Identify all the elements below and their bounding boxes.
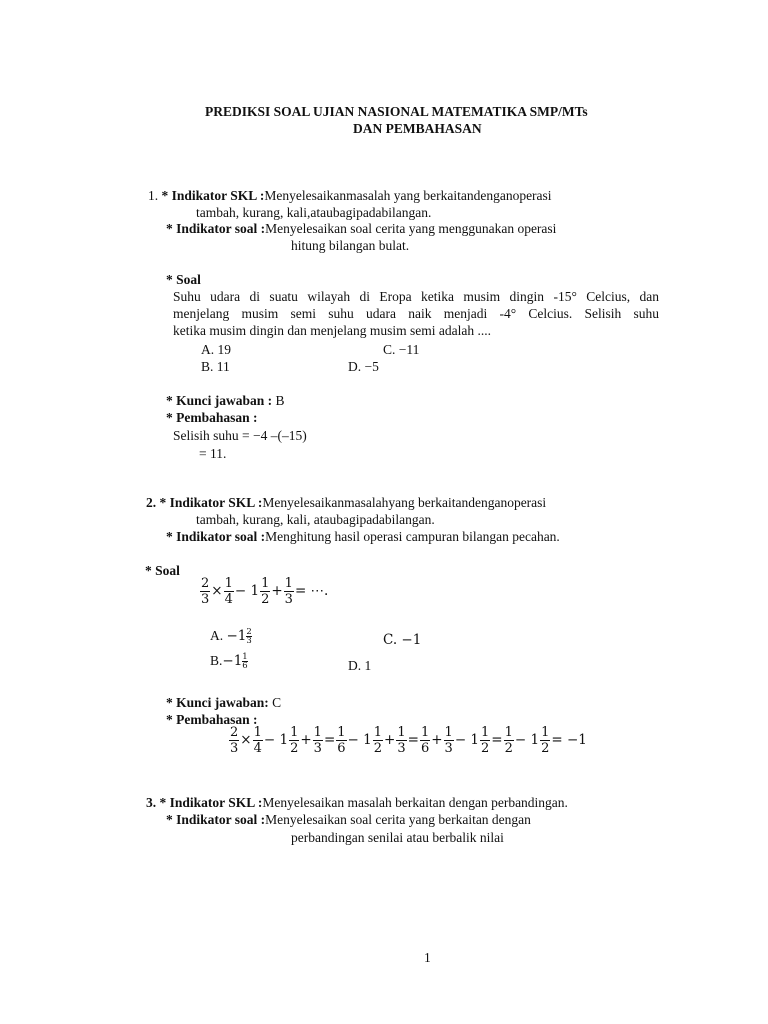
denominator: 2 bbox=[373, 741, 383, 756]
numerator: 2 bbox=[246, 627, 252, 638]
fraction bbox=[420, 726, 430, 755]
q2-soal-indicator-row bbox=[166, 529, 560, 545]
q2-kunci-row bbox=[166, 695, 281, 711]
fraction bbox=[540, 726, 550, 755]
operator: = bbox=[407, 731, 419, 748]
q1-soal-line1: Suhu udara di suatu wilayah di Eropa ketika musim dingin -15° Celcius, dan bbox=[173, 289, 659, 304]
numerator: 1 bbox=[420, 725, 430, 740]
q2-option-a bbox=[210, 628, 252, 645]
q2-number: 2. bbox=[146, 495, 157, 510]
q1-soal-line3: ketika musim dingin dan menjelang musim semi adalah .... bbox=[173, 323, 491, 338]
operator: + bbox=[384, 731, 396, 748]
fraction bbox=[253, 726, 263, 755]
q2-skl-text: Menyelesaikanmasalahyang berkaitandenganoperasi bbox=[262, 495, 547, 510]
q2-solution-expression bbox=[229, 726, 588, 755]
denominator: 3 bbox=[246, 636, 252, 647]
denominator: 3 bbox=[201, 592, 210, 607]
denominator: 2 bbox=[261, 592, 270, 607]
q3-number: 3. bbox=[146, 795, 157, 810]
denominator: 6 bbox=[242, 661, 248, 672]
numerator: 1 bbox=[373, 725, 383, 740]
q3-soal-indicator-label: * Indikator soal : bbox=[166, 812, 266, 827]
numerator: 1 bbox=[541, 725, 550, 740]
operator: × bbox=[240, 731, 252, 748]
denominator: 3 bbox=[230, 741, 239, 756]
q2-option-d: D. 1 bbox=[348, 658, 372, 673]
q2-soal-label: * Soal bbox=[145, 563, 180, 578]
q1-soal-indicator-text: Menyelesaikan soal cerita yang menggunakan operasi bbox=[265, 221, 557, 236]
fraction bbox=[289, 726, 299, 755]
q3-skl-text: Menyelesaikan masalah berkaitan dengan perbandingan. bbox=[262, 795, 568, 810]
denominator: 3 bbox=[284, 592, 293, 607]
denominator: 3 bbox=[313, 741, 322, 756]
q1-soal-label: * Soal bbox=[166, 272, 201, 287]
numerator: 1 bbox=[242, 652, 248, 663]
q1-soal-indicator-text-cont: hitung bilangan bulat. bbox=[291, 238, 410, 253]
numerator: 1 bbox=[313, 725, 322, 740]
denominator: 3 bbox=[444, 741, 453, 756]
numerator: 2 bbox=[230, 725, 239, 740]
numerator: 1 bbox=[261, 576, 270, 591]
q1-skl-label: * Indikator SKL : bbox=[161, 188, 265, 203]
fraction bbox=[200, 577, 210, 606]
q1-option-b: B. 11 bbox=[201, 359, 230, 374]
fraction bbox=[313, 726, 323, 755]
q1-kunci-row bbox=[166, 393, 285, 409]
q1-soal-indicator-row bbox=[166, 221, 556, 237]
fraction bbox=[284, 577, 294, 606]
fraction bbox=[504, 726, 514, 755]
numerator: 1 bbox=[504, 725, 513, 740]
numerator: 1 bbox=[284, 576, 293, 591]
q1-skl-row bbox=[148, 188, 552, 204]
q1-kunci-label: * Kunci jawaban : bbox=[166, 393, 273, 408]
q3-soal-indicator-text-cont: perbandingan senilai atau berbalik nilai bbox=[291, 830, 504, 845]
q2-kunci-value: C bbox=[272, 695, 282, 710]
q1-kunci-value: B bbox=[275, 393, 285, 408]
document-title-line2: DAN PEMBAHASAN bbox=[353, 121, 482, 136]
denominator: 2 bbox=[504, 741, 513, 756]
q2-option-b bbox=[210, 653, 248, 670]
denominator: 4 bbox=[224, 592, 233, 607]
q1-skl-text: Menyelesaikanmasalah yang berkaitandenganoperasi bbox=[264, 188, 552, 203]
operator: + bbox=[300, 731, 312, 748]
fraction bbox=[242, 653, 247, 670]
numerator: 1 bbox=[481, 725, 490, 740]
operator: = ⋯. bbox=[294, 582, 329, 599]
q2-option-c: C. −1 bbox=[383, 632, 422, 648]
option-letter: A. bbox=[210, 628, 224, 643]
fraction bbox=[224, 577, 234, 606]
fraction bbox=[246, 628, 251, 645]
fraction bbox=[336, 726, 346, 755]
q2-skl-row bbox=[146, 495, 546, 511]
q1-skl-text-cont: tambah, kurang, kali,ataubagipadabilangan. bbox=[196, 205, 432, 220]
operator: − 1 bbox=[347, 731, 372, 748]
numerator: 1 bbox=[337, 725, 346, 740]
fraction bbox=[480, 726, 490, 755]
q2-skl-label: * Indikator SKL : bbox=[159, 495, 263, 510]
q2-pembahasan-label: * Pembahasan : bbox=[166, 712, 258, 727]
q2-soal-indicator-text: Menghitung hasil operasi campuran bilangan pecahan. bbox=[265, 529, 560, 544]
denominator: 2 bbox=[290, 741, 299, 756]
operator: + bbox=[271, 582, 283, 599]
denominator: 2 bbox=[541, 741, 550, 756]
mixed-whole: −1 bbox=[222, 653, 243, 669]
mixed-whole: −1 bbox=[226, 628, 247, 644]
operator: + bbox=[431, 731, 443, 748]
numerator: 1 bbox=[444, 725, 453, 740]
q1-option-c: C. −11 bbox=[383, 342, 420, 357]
denominator: 6 bbox=[337, 741, 346, 756]
q2-skl-text-cont: tambah, kurang, kali, ataubagipadabilangan. bbox=[196, 512, 435, 527]
operator: − 1 bbox=[454, 731, 480, 748]
q1-pembahasan-line1: Selisih suhu = −4 –(–15) bbox=[173, 428, 307, 443]
numerator: 2 bbox=[201, 576, 210, 591]
operator: − 1 bbox=[514, 731, 540, 748]
denominator: 3 bbox=[397, 741, 406, 756]
q2-soal-indicator-label: * Indikator soal : bbox=[166, 529, 266, 544]
q1-number: 1. bbox=[148, 188, 159, 203]
operator: − 1 bbox=[234, 582, 260, 599]
q1-soal-line2: menjelang musim semi suhu udara naik menjadi -4° Celcius. Selisih suhu bbox=[173, 306, 659, 321]
denominator: 4 bbox=[253, 741, 262, 756]
numerator: 1 bbox=[290, 725, 299, 740]
q3-skl-label: * Indikator SKL : bbox=[159, 795, 263, 810]
document-title-line1: PREDIKSI SOAL UJIAN NASIONAL MATEMATIKA SMP/MTs bbox=[205, 104, 588, 119]
numerator: 1 bbox=[253, 725, 262, 740]
q2-question-expression bbox=[200, 577, 329, 606]
q1-soal-indicator-label: * Indikator soal : bbox=[166, 221, 266, 236]
numerator: 1 bbox=[397, 725, 406, 740]
q3-soal-indicator-text: Menyelesaikan soal cerita yang berkaitan dengan bbox=[265, 812, 531, 827]
denominator: 6 bbox=[420, 741, 430, 756]
operator: = bbox=[323, 731, 336, 748]
q2-kunci-label: * Kunci jawaban: bbox=[166, 695, 269, 710]
q1-option-a: A. 19 bbox=[201, 342, 231, 357]
operator: × bbox=[211, 582, 223, 599]
fraction bbox=[229, 726, 239, 755]
q1-option-d: D. −5 bbox=[348, 359, 379, 374]
fraction bbox=[444, 726, 454, 755]
q1-pembahasan-line2: = 11. bbox=[199, 446, 227, 461]
denominator: 2 bbox=[481, 741, 490, 756]
q3-soal-indicator-row bbox=[166, 812, 531, 828]
q1-pembahasan-label: * Pembahasan : bbox=[166, 410, 258, 425]
fraction bbox=[373, 726, 383, 755]
operator: − 1 bbox=[263, 731, 289, 748]
fraction bbox=[260, 577, 270, 606]
operator: = bbox=[491, 731, 503, 748]
option-letter: B. bbox=[210, 653, 223, 668]
q3-skl-row bbox=[146, 795, 568, 811]
numerator: 1 bbox=[224, 576, 233, 591]
page-number: 1 bbox=[424, 950, 431, 965]
fraction bbox=[396, 726, 406, 755]
operator: = −1 bbox=[551, 731, 587, 748]
